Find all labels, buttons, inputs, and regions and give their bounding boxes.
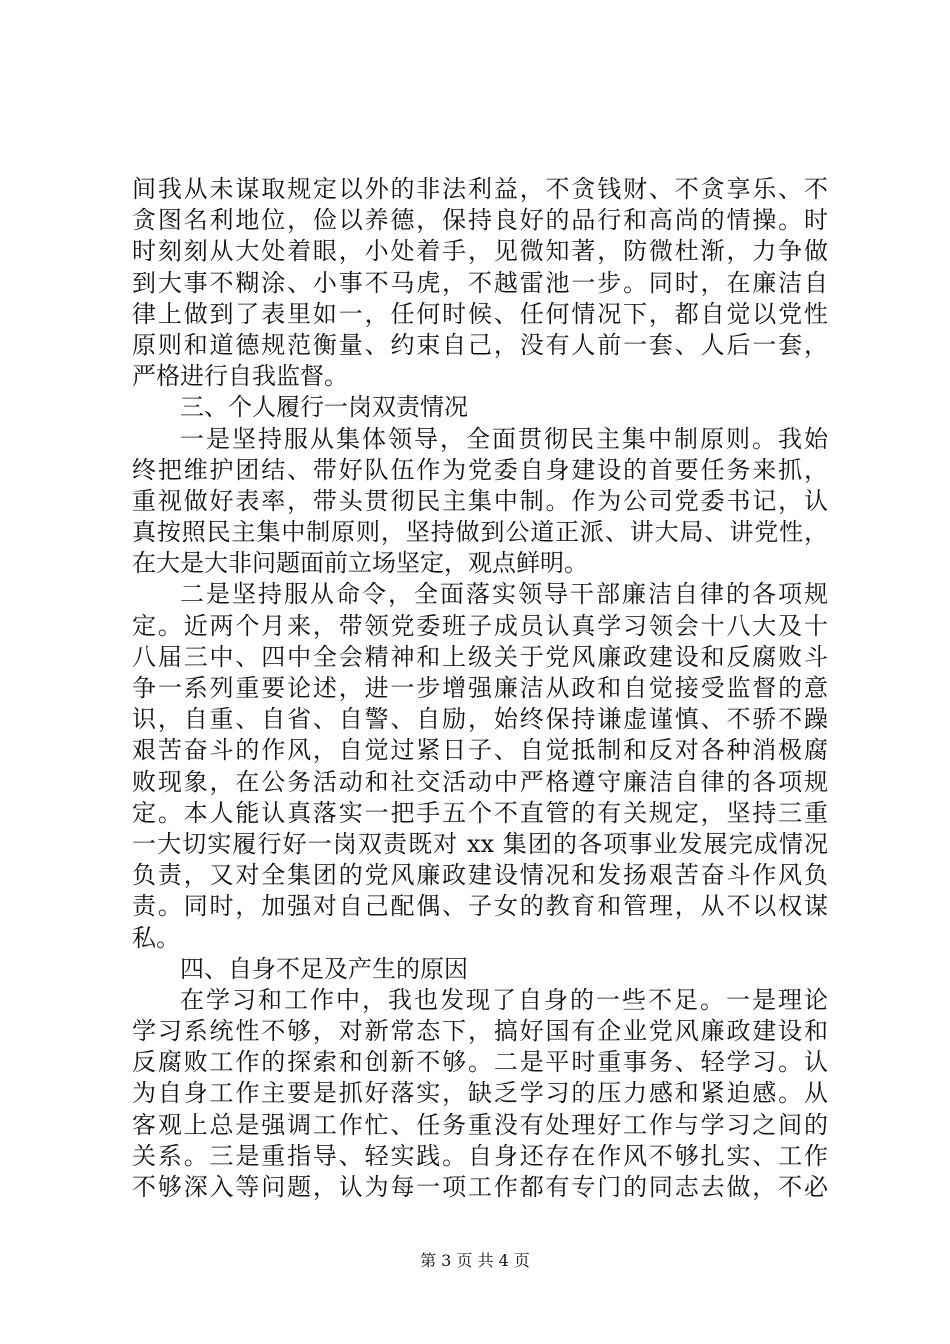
text-line: 八届三中、四中全会精神和上级关于党风廉政建设和反腐败斗	[132, 642, 828, 671]
text-line: 客观上总是强调工作忙、任务重没有处理好工作与学习之间的	[132, 1110, 828, 1139]
text-line: 终把维护团结、带好队伍作为党委自身建设的首要任务来抓，	[132, 455, 828, 484]
heading-text: 四、自身不足及产生的原因	[180, 954, 468, 983]
text-line: 二是坚持服从命令，全面落实领导干部廉洁自律的各项规	[180, 580, 828, 609]
paragraph	[132, 579, 828, 953]
text-line: 负责，又对全集团的党风廉政建设情况和发扬艰苦奋斗作风负	[132, 861, 828, 890]
text-line: 在学习和工作中，我也发现了自身的一些不足。一是理论	[180, 985, 828, 1014]
text-line: 争一系列重要论述，进一步增强廉洁从政和自觉接受监督的意	[132, 674, 828, 702]
text-line: 定。近两个月来，带领党委班子成员认真学习领会十八大及十	[132, 611, 828, 640]
text-line: 为自身工作主要是抓好落实，缺乏学习的压力感和紧迫感。从	[132, 1079, 828, 1108]
paragraph	[132, 424, 828, 580]
section-heading	[132, 954, 828, 985]
text-line: 到大事不糊涂、小事不马虎，不越雷池一步。同时，在廉洁自	[132, 268, 828, 297]
text-line: 贪图名利地位，俭以养德，保持良好的品行和高尚的情操。时	[132, 206, 828, 235]
paragraph	[132, 985, 828, 1203]
text-line: 不够深入等问题，认为每一项工作都有专门的同志去做，不必	[132, 1173, 828, 1201]
text-line: 间我从未谋取规定以外的非法利益，不贪钱财、不贪享乐、不	[132, 175, 828, 203]
document-body	[132, 174, 828, 1203]
text-line: 在大是大非问题面前立场坚定，观点鲜明。	[132, 549, 588, 578]
heading-text: 三、个人履行一岗双责情况	[180, 393, 468, 422]
text-line: 律上做到了表里如一，任何时候、任何情况下，都自觉以党性	[132, 299, 828, 328]
paragraph	[132, 174, 828, 392]
text-line: 关系。三是重指导、轻实践。自身还存在作风不够扎实、工作	[132, 1141, 828, 1170]
text-line: 识，自重、自省、自警、自励，始终保持谦虚谨慎、不骄不躁	[132, 705, 828, 734]
text-line: 责。同时，加强对自己配偶、子女的教育和管理，从不以权谋	[132, 892, 828, 921]
text-line: 私。	[132, 923, 180, 952]
text-line: 定。本人能认真落实一把手五个不直管的有关规定，坚持三重	[132, 798, 828, 827]
text-line: 原则和道德规范衡量、约束自己，没有人前一套、人后一套，	[132, 330, 828, 359]
page-footer	[0, 1251, 950, 1271]
text-line: 败现象，在公务活动和社交活动中严格遵守廉洁自律的各项规	[132, 767, 828, 796]
text-line: 重视做好表率，带头贯彻民主集中制。作为公司党委书记，认	[132, 486, 828, 515]
text-line: 严格进行自我监督。	[132, 362, 348, 391]
text-line: 时刻刻从大处着眼，小处着手，见微知著，防微杜渐，力争做	[132, 237, 828, 266]
text-line: 一大切实履行好一岗双责既对 xx 集团的各项事业发展完成情况	[132, 829, 828, 858]
text-line: 一是坚持服从集体领导，全面贯彻民主集中制原则。我始	[180, 424, 828, 453]
text-line: 学习系统性不够，对新常态下，搞好国有企业党风廉政建设和	[132, 1017, 828, 1046]
text-line: 反腐败工作的探索和创新不够。二是平时重事务、轻学习。认	[132, 1048, 828, 1077]
text-line: 艰苦奋斗的作风，自觉过紧日子、自觉抵制和反对各种消极腐	[132, 736, 828, 765]
page-number: 第 3 页 共 4 页	[420, 1251, 530, 1270]
section-heading	[132, 392, 828, 423]
text-line: 真按照民主集中制原则，坚持做到公道正派、讲大局、讲党性，	[132, 518, 828, 547]
